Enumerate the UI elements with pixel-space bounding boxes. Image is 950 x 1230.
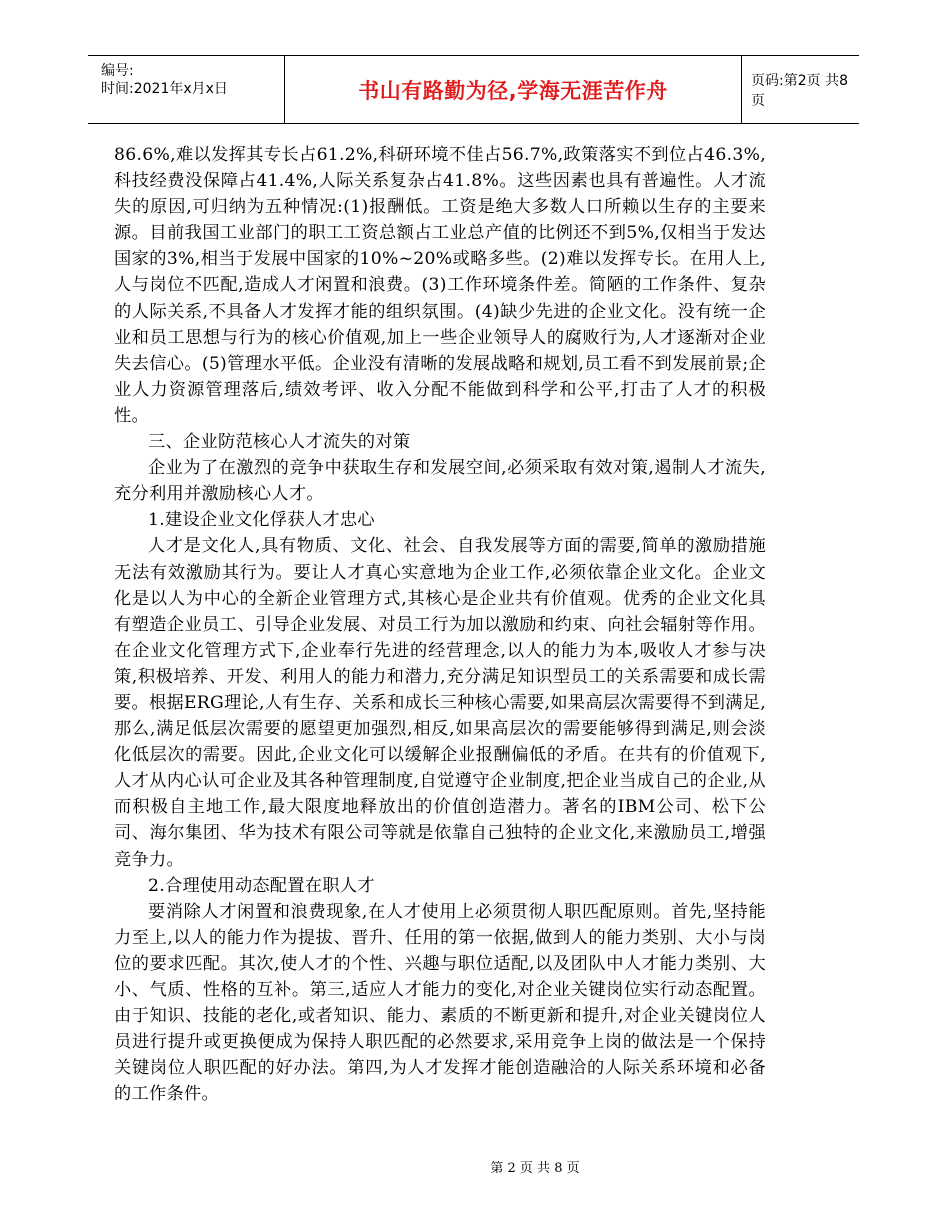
header-page-info: 页码:第2页 共8页 [751,72,848,109]
paragraph-corporate-culture: 人才是文化人,具有物质、文化、社会、自我发展等方面的需要,简单的激励措施无法有效激励其行为。要让人才真心实意地为企业工作,必须依靠企业文化。企业文化是以人为中心的全新企业管理方式,其核心是企业共有价值观。优秀的企业文化具有塑造企业员工、引导企业发展、对员工行为加以激励和约束、向社会辐射等作用。在企业文化管理方式下,企业奉行先进的经营理念,以人的能力为本,吸收人才参与决策,积极培养、开发、利用人的能力和潜力,充分满足知识型员工的关系需要和成长需要。根据ERG理论,人有生存、关系和成长三种核心需要,如果高层次需要得不到满足,那么,满足低层次需要的愿望更加强烈,相反,如果高层次的需要能够得到满足,则会淡化低层次的需要。因此,企业文化可以缓解企业报酬偏低的矛盾。在共有的价值观下,人才从内心认可企业及其各种管理制度,自觉遵守企业制度,把企业当成自己的企业,从而积极自主地工作,最大限度地释放出的价值创造潜力。著名的IBM公司、松下公司、海尔集团、华为技术有限公司等就是依靠自己独特的企业文化,来激励员工,增强竞争力。 [114,536,766,870]
section-heading-countermeasures: 三、企业防范核心人才流失的对策 [148,432,411,453]
page-footer: 第 2 页 共 8 页 [490,1161,580,1176]
header-meta [88,56,284,123]
paragraph-countermeasures-intro: 企业为了在激烈的竞争中获取生存和发展空间,必须采取有效对策,遏制人才流失,充分利用并激励核心人才。 [114,458,766,505]
paragraph-talent-loss-causes: 86.6%,难以发挥其专长占61.2%,科研环境不佳占56.7%,政策落实不到位占46.3%,科技经费没保障占41.4%,人际关系复杂占41.8%。这些因素也具有普遍性。人才流失的原因,可归纳为五种情况:(1)报酬低。工资是绝大多数人口所赖以生存的主要来源。目前我国工业部门的职工工资总额占工业总产值的比例还不到5%,仅相当于发达国家的3%,相当于发展中国家的10%~20%或略多些。(2)难以发挥专长。在用人上,人与岗位不匹配,造成人才闲置和浪费。(3)工作环境条件差。简陋的工作条件、复杂的人际关系,不具备人才发挥才能的组织氛围。(4)缺少先进的企业文化。没有统一企业和员工思想与行为的核心价值观,加上一些企业领导人的腐败行为,人才逐渐对企业失去信心。(5)管理水平低。企业没有清晰的发展战略和规划,员工看不到发展前景;企业人力资源管理落后,绩效考评、收入分配不能做到科学和公平,打击了人才的积极性。 [114,145,766,426]
header-motto: 书山有路勤为径,学海无涯苦作舟 [284,56,742,123]
document-number-label: 编号: [101,63,134,79]
subheading-corporate-culture: 1.建设企业文化俘获人才忠心 [148,510,375,531]
document-time-label: 时间:2021年x月x日 [101,81,228,97]
paragraph-dynamic-allocation: 要消除人才闲置和浪费现象,在人才使用上必须贯彻人职匹配原则。首先,坚持能力至上,以人的能力作为提拔、晋升、任用的第一依据,做到人的能力类别、大小与岗位的要求匹配。其次,使人才的个性、兴趣与职位适配,以及团队中人才能力类别、大小、气质、性格的互补。第三,适应人才能力的变化,对企业关键岗位实行动态配置。由于知识、技能的老化,或者知识、能力、素质的不断更新和提升,对企业关键岗位人员进行提升或更换便成为保持人职匹配的必然要求,采用竞争上岗的做法是一个保持关键岗位人职匹配的好办法。第四,为人才发挥才能创造融洽的人际关系环境和必备的工作条件。 [114,901,766,1105]
document-header [88,55,859,124]
subheading-dynamic-allocation: 2.合理使用动态配置在职人才 [148,875,375,896]
document-body [114,142,766,1107]
